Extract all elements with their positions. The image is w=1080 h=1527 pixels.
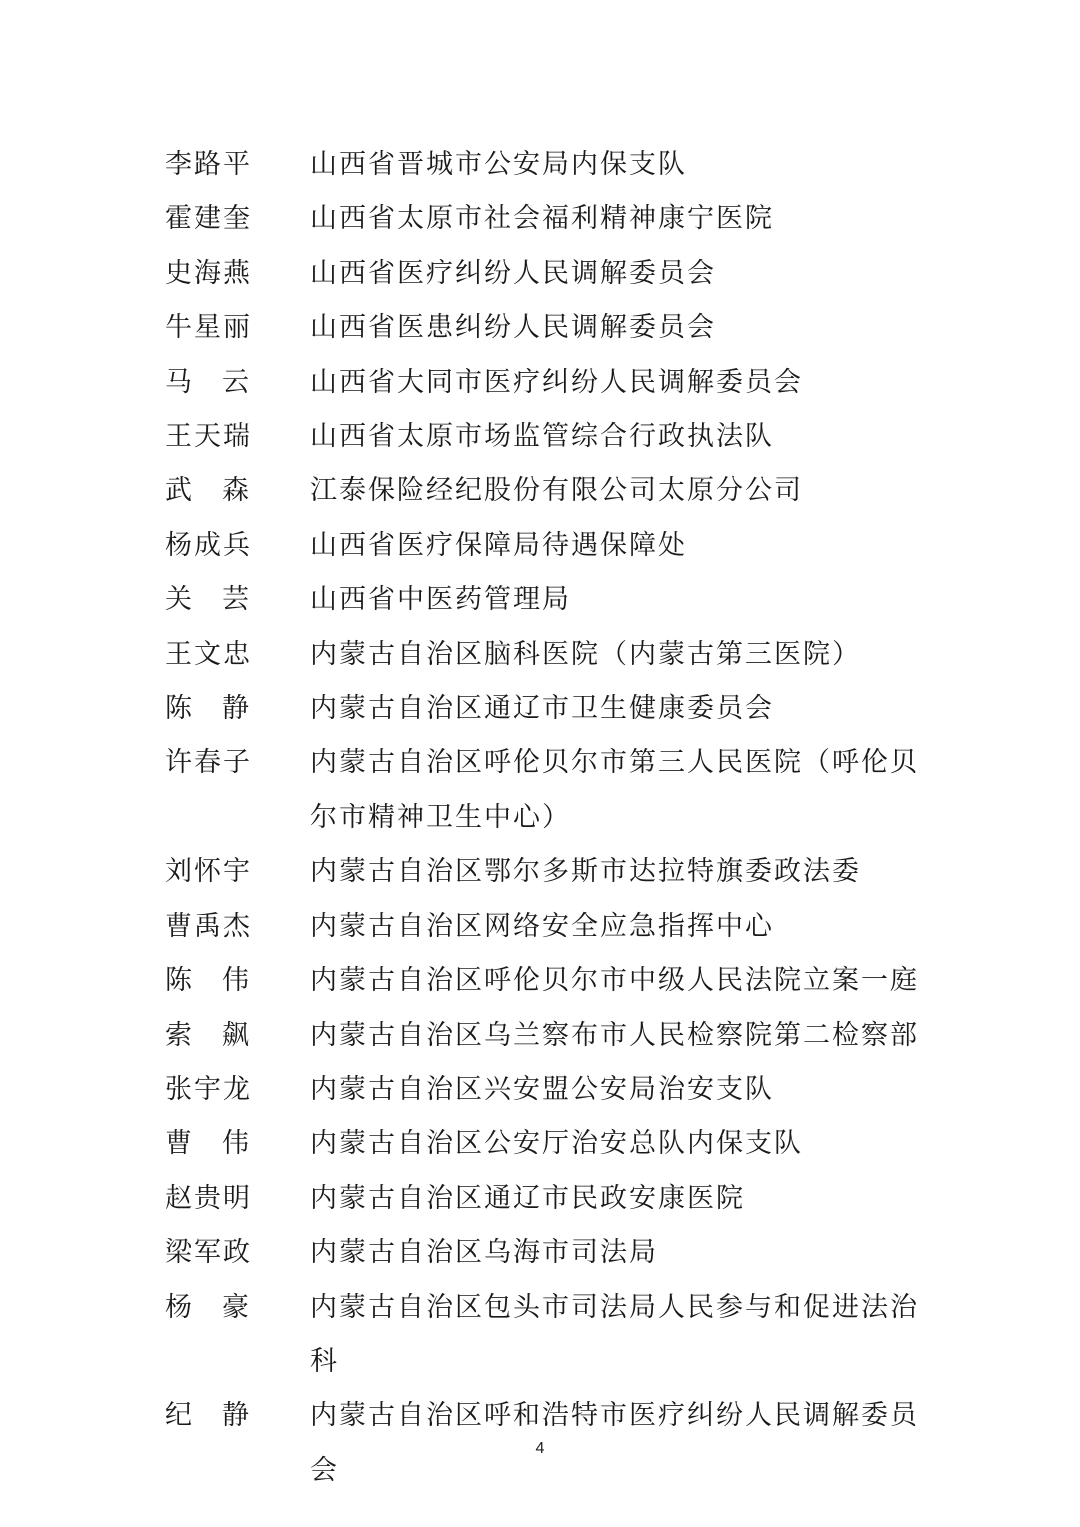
- person-name: 曹 伟: [165, 1128, 249, 1160]
- organization: 内蒙古自治区网络安全应急指挥中心: [310, 910, 774, 942]
- organization: 山西省中医药管理局: [310, 584, 571, 616]
- person-name: 霍建奎: [165, 203, 252, 235]
- list-item: [0, 138, 1080, 192]
- list-item: [0, 1172, 1080, 1226]
- list-item: [0, 464, 1080, 518]
- list-item: [0, 1063, 1080, 1117]
- list-item: [0, 1117, 1080, 1171]
- organization: 内蒙古自治区乌海市司法局: [310, 1237, 658, 1269]
- person-name: 陈 静: [165, 693, 249, 725]
- person-name: 赵贵明: [165, 1182, 252, 1214]
- list-item: [0, 1281, 1080, 1390]
- list-item: [0, 900, 1080, 954]
- name-list: [0, 138, 1080, 1498]
- list-item: [0, 192, 1080, 246]
- person-name: 纪 静: [165, 1400, 249, 1432]
- person-name: 刘怀宇: [165, 856, 252, 888]
- list-item: [0, 736, 1080, 845]
- list-item: [0, 954, 1080, 1008]
- person-name: 张宇龙: [165, 1073, 252, 1105]
- organization: 内蒙古自治区通辽市卫生健康委员会: [310, 693, 774, 725]
- list-item: [0, 1009, 1080, 1063]
- list-item: [0, 573, 1080, 627]
- person-name: 曹禹杰: [165, 910, 252, 942]
- organization: 内蒙古自治区通辽市民政安康医院: [310, 1182, 745, 1214]
- organization: 内蒙古自治区呼伦贝尔市中级人民法院立案一庭: [310, 965, 919, 997]
- page-number: 4: [535, 1440, 545, 1457]
- list-item: [0, 628, 1080, 682]
- list-item: [0, 845, 1080, 899]
- person-name: 梁军政: [165, 1237, 252, 1269]
- list-item: [0, 356, 1080, 410]
- person-name: 陈 伟: [165, 965, 249, 997]
- person-name: 杨 豪: [165, 1291, 249, 1323]
- organization: 内蒙古自治区包头市司法局人民参与和促进法治科: [310, 1291, 919, 1377]
- organization: 内蒙古自治区兴安盟公安局治安支队: [310, 1073, 774, 1105]
- organization: 内蒙古自治区鄂尔多斯市达拉特旗委政法委: [310, 856, 861, 888]
- organization: 山西省晋城市公安局内保支队: [310, 149, 687, 180]
- organization: 山西省太原市场监管综合行政执法队: [310, 421, 774, 453]
- organization: 江泰保险经纪股份有限公司太原分公司: [310, 475, 803, 507]
- organization: 内蒙古自治区脑科医院（内蒙古第三医院）: [310, 638, 861, 670]
- organization: 内蒙古自治区乌兰察布市人民检察院第二检察部: [310, 1019, 919, 1051]
- list-item: [0, 1226, 1080, 1280]
- person-name: 武 森: [165, 475, 249, 507]
- person-name: 牛星丽: [165, 312, 252, 344]
- person-name: 李路平: [165, 149, 252, 180]
- list-item: [0, 682, 1080, 736]
- organization: 山西省医疗纠纷人民调解委员会: [310, 257, 716, 289]
- organization: 山西省医患纠纷人民调解委员会: [310, 312, 716, 344]
- organization: 山西省太原市社会福利精神康宁医院: [310, 203, 774, 235]
- organization: 内蒙古自治区呼伦贝尔市第三人民医院（呼伦贝尔市精神卫生中心）: [310, 747, 919, 833]
- organization: 内蒙古自治区公安厅治安总队内保支队: [310, 1128, 803, 1160]
- organization: 内蒙古自治区呼和浩特市医疗纠纷人民调解委员会: [310, 1400, 919, 1486]
- person-name: 王天瑞: [165, 421, 252, 453]
- person-name: 马 云: [165, 366, 249, 398]
- person-name: 索 飙: [165, 1019, 249, 1051]
- person-name: 许春子: [165, 747, 252, 779]
- person-name: 史海燕: [165, 257, 252, 289]
- person-name: 王文忠: [165, 638, 252, 670]
- person-name: 关 芸: [165, 584, 249, 616]
- list-item: [0, 247, 1080, 301]
- organization: 山西省大同市医疗纠纷人民调解委员会: [310, 366, 803, 398]
- organization: 山西省医疗保障局待遇保障处: [310, 529, 687, 561]
- list-item: [0, 301, 1080, 355]
- person-name: 杨成兵: [165, 529, 252, 561]
- list-item: [0, 410, 1080, 464]
- list-item: [0, 519, 1080, 573]
